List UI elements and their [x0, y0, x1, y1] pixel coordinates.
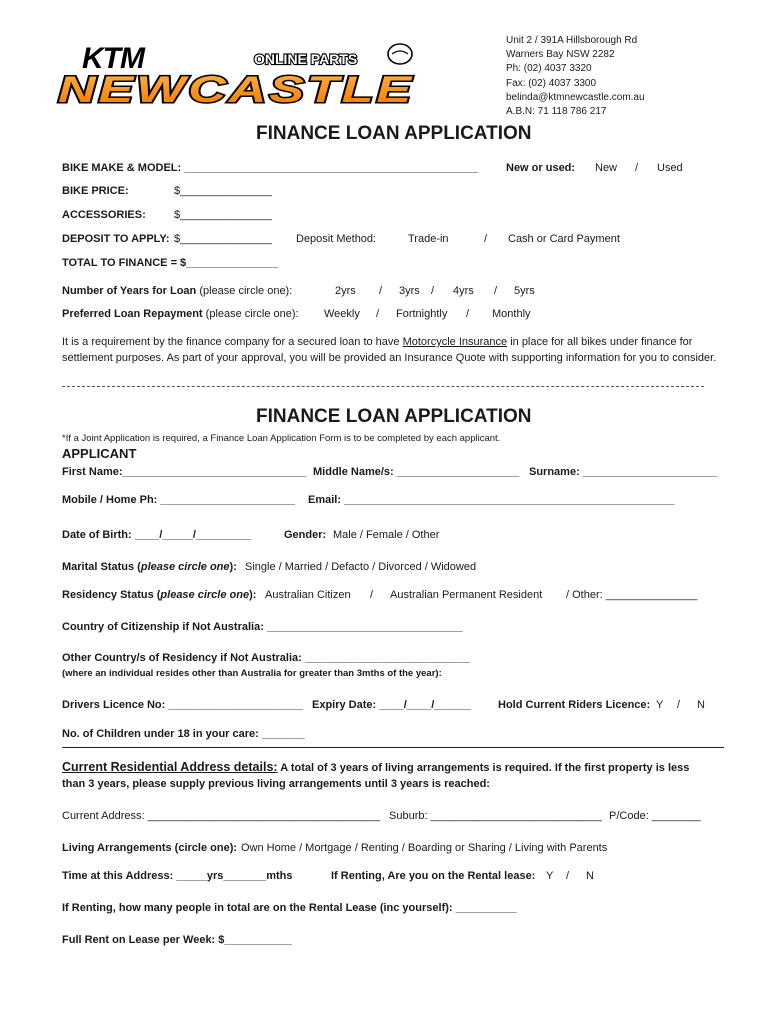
bike-make-field[interactable]: BIKE MAKE & MODEL: ________________________________________________ — [62, 162, 478, 174]
option-no[interactable]: N — [586, 870, 594, 882]
contact-email[interactable]: belinda@ktmnewcastle.com.au — [506, 91, 645, 103]
time-at-address-field[interactable]: Time at this Address: _____yrs_______mths — [62, 870, 293, 882]
insurance-text-post: in place for all bikes under finance for settlement purposes. As part of your approval, you will be provided an Insurance Quote with supporting information for you to consider. — [62, 336, 717, 364]
licence-expiry-field[interactable]: Expiry Date: ____/____/______ — [312, 699, 472, 711]
section-divider — [62, 747, 724, 748]
separator: / — [376, 308, 380, 320]
marital-label-end: ): — [229, 561, 237, 573]
current-address-field[interactable]: Current Address: ______________________________________ — [62, 810, 381, 822]
ktm-newcastle-logo — [54, 40, 424, 106]
option-4yrs[interactable]: 4yrs — [453, 285, 474, 297]
address-intro — [62, 760, 689, 774]
weekly-rent-field[interactable]: Full Rent on Lease per Week: $___________ — [62, 934, 292, 946]
citizenship-field[interactable]: Country of Citizenship if Not Australia: ________________________________ — [62, 621, 463, 633]
applicant-heading: APPLICANT — [62, 446, 137, 461]
option-no[interactable]: N — [697, 699, 705, 711]
repayment-row — [62, 308, 299, 320]
joint-application-note: *If a Joint Application is required, a Finance Loan Application Form is to be completed by each applicant. — [62, 433, 501, 444]
residency-label-text: Residency Status ( — [62, 589, 161, 601]
accessories-field[interactable]: $_______________ — [174, 209, 272, 221]
riders-licence-label: Hold Current Riders Licence: — [498, 699, 651, 711]
separator: / — [370, 589, 374, 601]
residency-other-field[interactable]: / Other: _______________ — [566, 589, 698, 601]
postcode-field[interactable]: P/Code: ________ — [609, 810, 701, 822]
lease-people-field[interactable]: If Renting, how many people in total are on the Rental Lease (inc yourself): __________ — [62, 902, 517, 914]
contact-address: Unit 2 / 391A Hillsborough Rd — [506, 35, 638, 46]
option-5yrs[interactable]: 5yrs — [514, 285, 535, 297]
form-title: FINANCE LOAN APPLICATION — [256, 123, 532, 144]
living-arrangements-options[interactable]: Own Home / Mortgage / Renting / Boarding or Sharing / Living with Parents — [241, 842, 608, 854]
bike-price-field[interactable]: $_______________ — [174, 185, 272, 197]
children-field[interactable]: No. of Children under 18 in your care: _______ — [62, 728, 305, 740]
form-title-applicant: FINANCE LOAN APPLICATION — [256, 406, 532, 427]
marital-label-text: Marital Status ( — [62, 561, 141, 573]
marital-options[interactable]: Single / Married / Defacto / Divorced / Widowed — [245, 561, 477, 573]
residency-label-end: ): — [249, 589, 257, 601]
insurance-link[interactable]: Motorcycle Insurance — [402, 336, 508, 348]
contact-suburb: Warners Bay NSW 2282 — [506, 49, 615, 61]
contact-phone: Ph: (02) 4037 3320 — [506, 63, 592, 75]
new-or-used-label: New or used: — [506, 162, 576, 174]
address-heading: Current Residential Address details: — [62, 760, 278, 774]
repayment-label: Preferred Loan Repayment — [62, 308, 203, 320]
address-intro-text: A total of 3 years of living arrangements is required. If the first property is less — [277, 762, 690, 774]
dealer-text: NEWCASTLE — [58, 69, 414, 106]
accessories-label: ACCESSORIES: — [62, 209, 146, 221]
total-finance-field[interactable]: TOTAL TO FINANCE = $_______________ — [62, 257, 278, 269]
middle-name-field[interactable]: Middle Name/s: ____________________ — [313, 466, 520, 478]
contact-block — [506, 34, 645, 119]
separator: / — [677, 699, 681, 711]
separator: / — [431, 285, 435, 297]
separator: / — [494, 285, 498, 297]
address-intro-line2: than 3 years, please supply previous living arrangements until 3 years is reached: — [62, 778, 490, 790]
contact-fax: Fax: (02) 4037 3300 — [506, 77, 597, 89]
option-yes[interactable]: Y — [656, 699, 664, 711]
option-2yrs[interactable]: 2yrs — [335, 285, 356, 297]
phone-field[interactable]: Mobile / Home Ph: ______________________ — [62, 494, 295, 506]
contact-abn: A.B.N: 71 118 786 217 — [506, 106, 607, 118]
loan-years-row — [62, 285, 292, 297]
living-arrangements-label: Living Arrangements (circle one): — [62, 842, 238, 854]
option-cash-card[interactable]: Cash or Card Payment — [508, 233, 620, 245]
helmet-icon — [388, 44, 412, 64]
option-3yrs[interactable]: 3yrs — [399, 285, 420, 297]
tagline-text: ONLINE PARTS — [254, 51, 358, 67]
email-field[interactable]: Email: ______________________________________________________ — [308, 494, 675, 506]
marital-label-hint: please circle one — [140, 561, 230, 573]
option-fortnightly[interactable]: Fortnightly — [396, 308, 448, 320]
dob-field[interactable]: Date of Birth: ____/_____/_________ — [62, 529, 251, 541]
option-yes[interactable]: Y — [546, 870, 554, 882]
brand-text: KTM — [82, 42, 144, 75]
first-name-field[interactable]: First Name:______________________________ — [62, 466, 307, 478]
cut-line-divider — [62, 386, 704, 387]
option-trade-in[interactable]: Trade-in — [408, 233, 449, 245]
marital-status-label — [62, 561, 237, 573]
separator: / — [566, 870, 570, 882]
loan-years-label: Number of Years for Loan — [62, 285, 197, 297]
deposit-label: DEPOSIT TO APPLY: — [62, 233, 170, 245]
separator: / — [379, 285, 383, 297]
option-permanent-resident[interactable]: Australian Permanent Resident — [390, 589, 543, 601]
option-weekly[interactable]: Weekly — [324, 308, 360, 320]
gender-options[interactable]: Male / Female / Other — [333, 529, 440, 541]
circle-one-note: (please circle one): — [199, 285, 293, 297]
residency-label-hint: please circle one — [160, 589, 250, 601]
other-residency-field[interactable]: Other Country/s of Residency if Not Australia: ___________________________ — [62, 652, 471, 664]
surname-field[interactable]: Surname: ______________________ — [529, 466, 718, 478]
licence-number-field[interactable]: Drivers Licence No: ______________________ — [62, 699, 303, 711]
deposit-method-label: Deposit Method: — [296, 233, 377, 245]
option-new[interactable]: New — [595, 162, 618, 174]
residency-status-label — [62, 589, 256, 601]
option-monthly[interactable]: Monthly — [492, 308, 531, 320]
bike-price-label: BIKE PRICE: — [62, 185, 129, 197]
option-australian-citizen[interactable]: Australian Citizen — [265, 589, 351, 601]
insurance-paragraph — [62, 334, 724, 366]
option-used[interactable]: Used — [657, 162, 683, 174]
gender-label: Gender: — [284, 529, 327, 541]
other-residency-note: (where an individual resides other than Australia for greater than 3mths of the year): — [62, 668, 442, 679]
deposit-field[interactable]: $_______________ — [174, 233, 272, 245]
separator: / — [466, 308, 470, 320]
separator: / — [484, 233, 488, 245]
separator: / — [635, 162, 639, 174]
circle-one-note: (please circle one): — [205, 308, 299, 320]
rental-lease-label: If Renting, Are you on the Rental lease: — [331, 870, 536, 882]
insurance-text-pre: It is a requirement by the finance company for a secured loan to have — [62, 336, 403, 348]
suburb-field[interactable]: Suburb: ____________________________ — [389, 810, 602, 822]
